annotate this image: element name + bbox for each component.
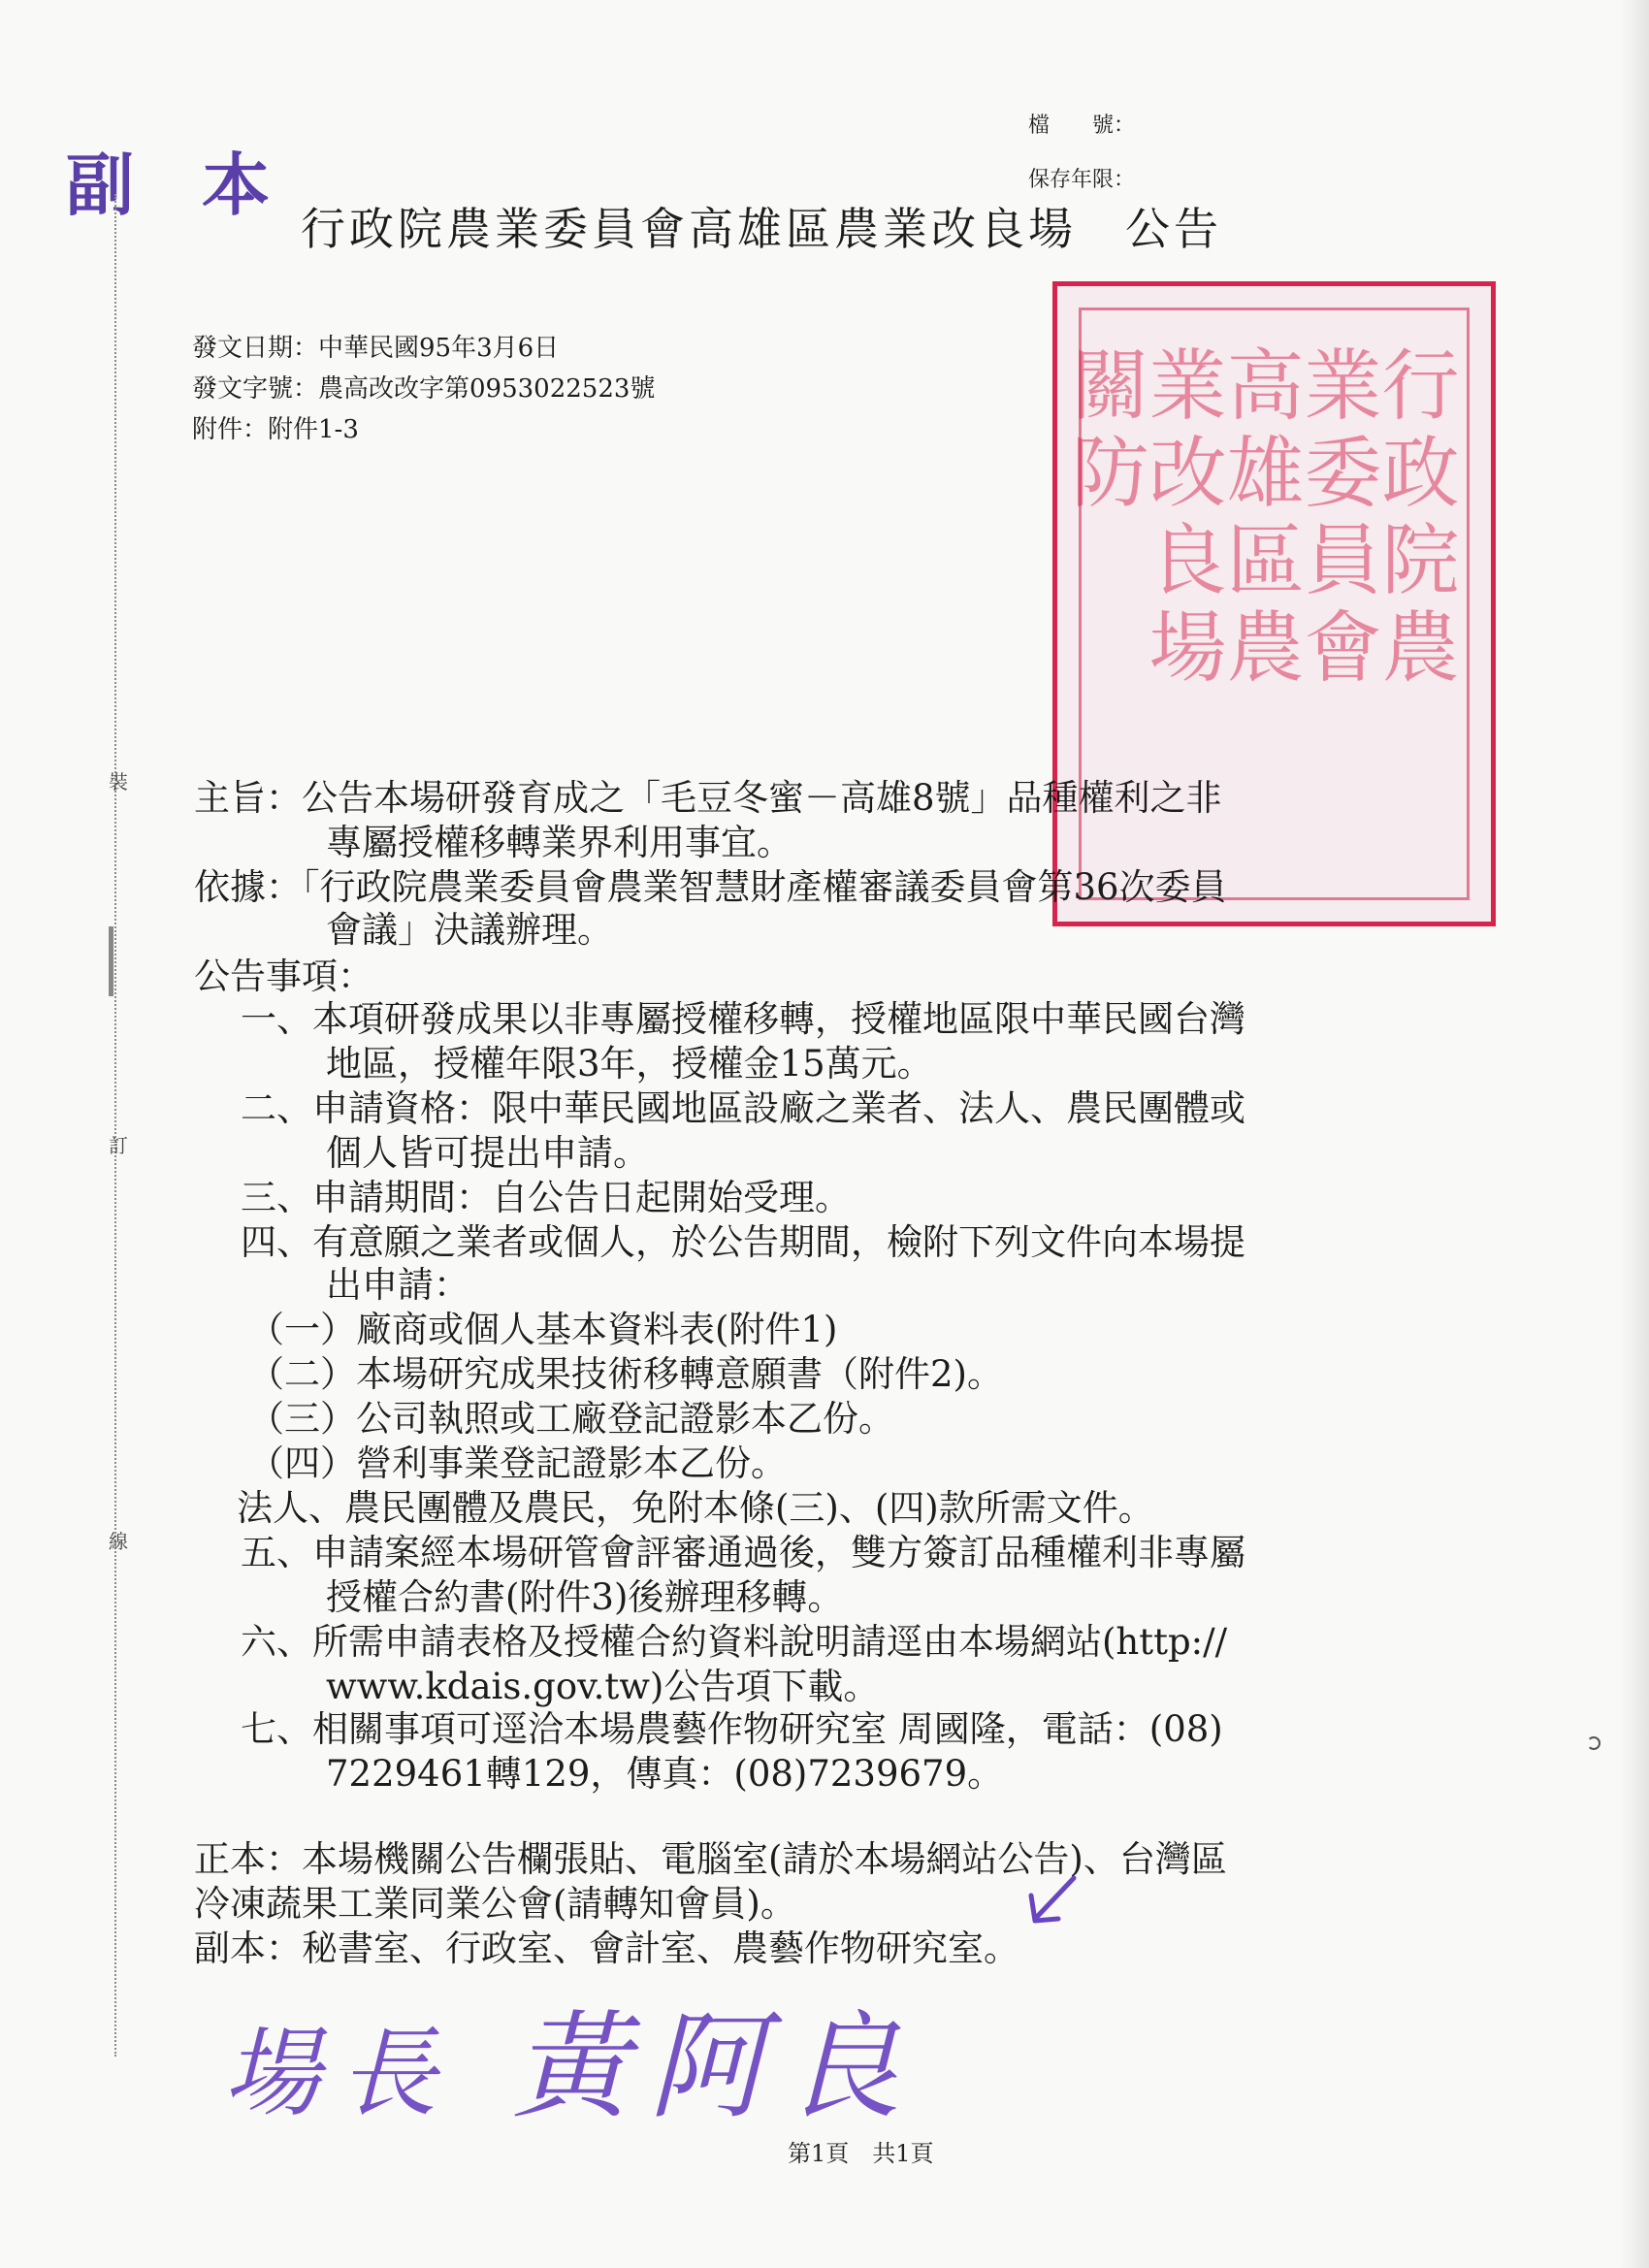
sub-item-4: （四）營利事業登記證影本乙份。 (248, 1442, 787, 1484)
item-4-line-2: 出申請： (326, 1264, 469, 1306)
handwritten-arrow-icon (1023, 1872, 1082, 1930)
item-6-line-1: 六、所需申請表格及授權合約資料說明請逕由本場網站(http:// (241, 1621, 1228, 1663)
official-seal (1052, 281, 1496, 926)
seal-column: 業委員會 (1291, 344, 1381, 694)
file-number-label: 檔 號： (1028, 113, 1136, 138)
original-recipients-line-2: 冷凍蔬果工業同業公會(請轉知會員)。 (194, 1883, 796, 1925)
sub-item-1: （一）廠商或個人基本資料表(附件1) (248, 1309, 838, 1350)
seal-column: 關防 (1058, 344, 1148, 519)
original-recipients-line-1: 正本：本場機關公告欄張貼、電腦室(請於本場網站公告)、台灣區 (194, 1838, 1227, 1880)
item-2-line-1: 二、申請資格：限中華民國地區設廠之業者、法人、農民團體或 (241, 1087, 1245, 1129)
binding-label-middle: 訂 (109, 1134, 128, 1157)
binding-label-top: 裝 (109, 770, 128, 794)
item-2-line-2: 個人皆可提出申請。 (326, 1132, 649, 1174)
item-5-line-1: 五、申請案經本場研管會評審通過後，雙方簽訂品種權利非專屬 (241, 1532, 1245, 1573)
item-7-line-2: 7229461轉129，傳真：(08)7239679。 (326, 1753, 1004, 1795)
item-1-line-2: 地區，授權年限3年，授權金15萬元。 (326, 1043, 933, 1085)
item-6-line-2: www.kdais.gov.tw)公告項下載。 (326, 1666, 880, 1707)
document-number: 發文字號：農高改改字第0953022523號 (192, 374, 656, 404)
signature-title: 場長 (223, 2017, 456, 2130)
seal-column: 行政院農 (1369, 344, 1459, 694)
basis-line-2: 會議」決議辦理。 (326, 909, 613, 951)
issue-date: 發文日期：中華民國95年3月6日 (192, 334, 560, 363)
subject-line-2: 專屬授權移轉業界利用事宜。 (326, 822, 792, 863)
items-heading: 公告事項： (194, 956, 373, 997)
attachment-line: 附件：附件1-3 (192, 415, 359, 444)
edge-mark (1587, 1736, 1600, 1750)
director-signature (223, 1974, 920, 2141)
sub-item-3: （三）公司執照或工廠登記證影本乙份。 (248, 1398, 894, 1440)
page-number: 第1頁 共1頁 (788, 2140, 934, 2167)
page-edge (1620, 0, 1649, 2268)
binding-label-bottom: 線 (109, 1530, 128, 1553)
item-5-line-2: 授權合約書(附件3)後辦理移轉。 (326, 1576, 844, 1618)
item-7-line-1: 七、相關事項可逕洽本場農藝作物研究室 周國隆，電話：(08) (241, 1708, 1223, 1750)
item-4-line-1: 四、有意願之業者或個人，於公告期間，檢附下列文件向本場提 (241, 1221, 1245, 1263)
item-1-line-1: 一、本項研發成果以非專屬授權移轉，授權地區限中華民國台灣 (241, 998, 1245, 1040)
seal-column: 業改良場 (1136, 344, 1226, 694)
binding-line (114, 194, 116, 2057)
subject-line-1: 主旨：公告本場研發育成之「毛豆冬蜜－高雄8號」品種權利之非 (194, 777, 1222, 819)
copy-stamp: 副本 (66, 145, 338, 225)
retention-period-label: 保存年限： (1028, 168, 1136, 192)
item-3: 三、申請期間：自公告日起開始受理。 (241, 1177, 851, 1218)
binding-mark (109, 926, 113, 996)
copy-recipients: 副本：秘書室、行政室、會計室、農藝作物研究室。 (194, 1928, 1019, 1969)
seal-column: 高雄區農 (1213, 344, 1304, 694)
exemption-note: 法人、農民團體及農民，免附本條(三)、(四)款所需文件。 (237, 1487, 1154, 1529)
signature-name: 黃阿良 (512, 2000, 921, 2135)
basis-line-1: 依據：「行政院農業委員會農業智慧財產權審議委員會第36次委員 (194, 866, 1227, 908)
document-title: 行政院農業委員會高雄區農業改良場 公告 (301, 203, 1222, 255)
sub-item-2: （二）本場研究成果技術移轉意願書（附件2)。 (248, 1353, 1003, 1395)
